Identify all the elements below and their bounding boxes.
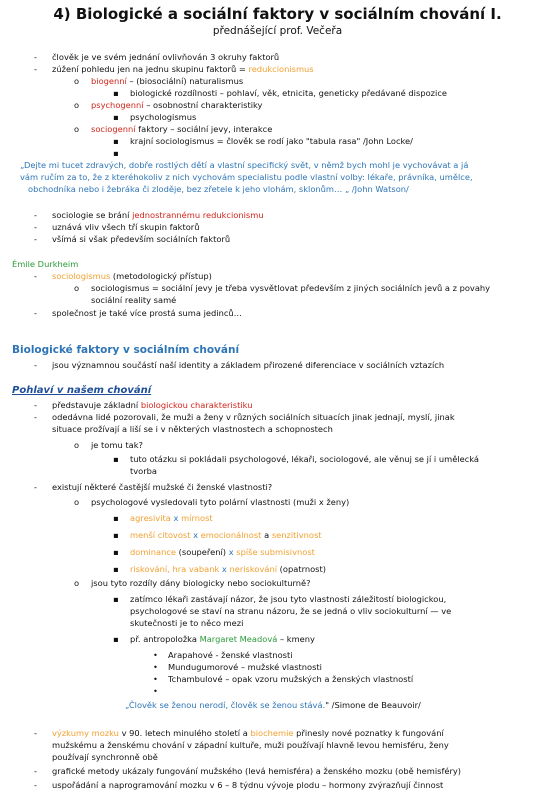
quote-line xyxy=(125,700,421,711)
text-span: představuje základní xyxy=(52,400,141,410)
quote-line: obchodníka nebo i žebráka či zloděje, bez zřetele k jeho vlohám, sklonům… „ /John Watson/ xyxy=(28,184,409,194)
text-line: existují některé častější mužské či ženské vlastnosti? xyxy=(52,482,273,492)
polar-traits-line xyxy=(130,547,315,558)
polar-traits-line xyxy=(130,513,213,524)
keyword: jednostrannému redukcionismu xyxy=(132,210,264,220)
dash-bullet: - xyxy=(34,308,37,318)
page-subtitle: přednášející prof. Večeřa xyxy=(212,25,343,37)
square-bullet: ▪ xyxy=(113,564,119,574)
keyword: redukcionismus xyxy=(248,64,314,74)
trait-male: riskování, hra vabank xyxy=(130,564,220,574)
keyword: biochemie xyxy=(250,728,294,738)
keyword: biogenní xyxy=(91,76,127,86)
circle-bullet: o xyxy=(74,76,80,86)
versus-mark: x xyxy=(193,530,199,540)
dash-bullet: - xyxy=(34,780,37,790)
dash-bullet: - xyxy=(34,210,37,220)
text-line: psychologové se staví na stranu názoru, že se jedná o vliv sociokulturní — ve xyxy=(130,606,452,616)
text-line: odedávna lidé pozorovali, že muži a ženy v různých sociálních situacích jinak jednají, myslí, jinak xyxy=(52,412,455,422)
text-line: Arapahové - ženské vlastnosti xyxy=(168,650,293,660)
square-bullet: ▪ xyxy=(113,136,119,146)
text-line xyxy=(91,124,272,135)
keyword: biologickou charakteristiku xyxy=(140,400,253,410)
text-span: – (biosociální) naturalismus xyxy=(126,76,244,86)
dash-bullet: - xyxy=(34,64,37,74)
page-title: 4) Biologické a sociální faktory v sociálním chování I. xyxy=(53,5,502,23)
versus-mark: x xyxy=(173,513,179,523)
text-line xyxy=(52,728,444,739)
text-line: zatímco lékaři zastávají názor, že jsou tyto vlastnosti záležitostí biologickou, xyxy=(130,594,447,604)
text-span: (soupeření) xyxy=(176,547,229,557)
dash-bullet: - xyxy=(34,766,37,776)
quote-author: " /Simone de Beauvoir/ xyxy=(325,700,421,710)
square-bullet: ▪ xyxy=(113,594,119,604)
circle-bullet: o xyxy=(74,440,80,450)
trait-male: agresivita xyxy=(130,513,171,523)
text-line xyxy=(52,64,314,75)
dash-bullet: - xyxy=(34,728,37,738)
subsection-heading: Pohlaví v našem chování xyxy=(12,385,152,396)
text-line: člověk je ve svém jednání ovlivňován 3 okruhy faktorů xyxy=(52,52,280,62)
circle-bullet: o xyxy=(74,578,80,588)
text-line: biologické rozdílnosti – pohlaví, věk, etnicita, geneticky předávané dispozice xyxy=(130,88,447,98)
text-line xyxy=(52,271,212,282)
circle-bullet: o xyxy=(74,497,80,507)
text-line: sociální reality samé xyxy=(91,295,177,305)
dot-bullet: • xyxy=(153,662,158,672)
dot-bullet: • xyxy=(153,674,158,684)
trait-male: menší citovost xyxy=(130,530,191,540)
text-line: situace prožívají a liší se i v některých vlastnostech a schopnostech xyxy=(52,424,333,434)
keyword: sociologismus xyxy=(52,271,111,281)
person-name: Margaret Meadová xyxy=(199,634,278,644)
trait-female: emocionálnost xyxy=(200,530,262,540)
quote-text: „Člověk se ženou nerodí, člověk se ženou stává. xyxy=(125,700,326,710)
text-line: mužskému a ženskému chování v západní kultuře, muži používají hlavně levou hemisféru, ženy xyxy=(52,740,449,750)
square-bullet: ▪ xyxy=(113,547,119,557)
text-line: Mundugumorové – mužské vlastnosti xyxy=(168,662,322,672)
dash-bullet: - xyxy=(34,271,37,281)
versus-mark: x xyxy=(228,547,234,557)
trait-female: senzitivnost xyxy=(271,530,322,540)
text-span: faktory – sociální jevy, interakce xyxy=(135,124,273,134)
dash-bullet: - xyxy=(34,360,37,370)
text-span: v 90. letech minulého století a xyxy=(118,728,251,738)
text-span: (opatrnost) xyxy=(277,564,326,574)
circle-bullet: o xyxy=(74,124,80,134)
text-line xyxy=(91,100,262,111)
text-line: jsou tyto rozdíly dány biologicky nebo sociokulturně? xyxy=(91,578,311,588)
text-line: je tomu tak? xyxy=(91,440,143,450)
trait-female: spíše submisivnost xyxy=(236,547,315,557)
quote-line: „Dejte mi tucet zdravých, dobře rostlých dětí a vlastní specifický svět, v němž bych mohl je vychovávat a já xyxy=(20,160,469,170)
text-span: – osobnostní charakteristiky xyxy=(143,100,263,110)
square-bullet: ▪ xyxy=(113,88,119,98)
text-span: zúžení pohledu jen na jednu skupinu faktorů = xyxy=(52,64,249,74)
dot-bullet: • xyxy=(153,650,158,660)
text-line: všímá si však především sociálních faktorů xyxy=(52,234,231,244)
keyword: výzkumy mozku xyxy=(52,728,119,738)
person-name: Émile Durkheim xyxy=(12,259,79,269)
square-bullet: ▪ xyxy=(113,454,119,464)
dash-bullet: - xyxy=(34,234,37,244)
square-bullet: ▪ xyxy=(113,513,119,523)
text-line xyxy=(52,210,264,221)
text-line: uznává vliv všech tří skupin faktorů xyxy=(52,222,200,232)
dot-bullet: • xyxy=(153,686,158,696)
text-span: př. antropoložka xyxy=(130,634,200,644)
square-bullet: ▪ xyxy=(113,634,119,644)
square-bullet: ▪ xyxy=(113,530,119,540)
quote-line: vám ručím za to, že z kteréhokoliv z nich vychovám specialistu podle vlastní volby: lékaře, právníka, umělce, xyxy=(20,172,473,182)
text-line: jsou významnou součástí naší identity a základem přirozené diferenciace v sociálních vztazích xyxy=(52,360,445,370)
trait-male: dominance xyxy=(130,547,176,557)
text-line: psychologové vysledovali tyto polární vlastnosti (muži x ženy) xyxy=(91,497,350,507)
text-line: grafické metody ukázaly fungování mužského (levá hemisféra) a ženského mozku (obě hemisféry) xyxy=(52,766,462,776)
text-span: – kmeny xyxy=(277,634,315,644)
dash-bullet: - xyxy=(34,412,37,422)
text-line: tuto otázku si pokládali psychologové, lékaři, sociologové, ale věnuj se jí i umělecká xyxy=(130,454,480,464)
text-line: Tchambulové – opak vzoru mužských a ženských vlastností xyxy=(168,674,414,684)
keyword: sociogenní xyxy=(91,124,136,134)
trait-female: neriskování xyxy=(229,564,278,574)
text-line xyxy=(91,76,243,87)
text-line: psychologismus xyxy=(130,112,197,122)
circle-bullet: o xyxy=(74,283,80,293)
dash-bullet: - xyxy=(34,400,37,410)
text-span: přinesly nové poznatky k fungování xyxy=(293,728,444,738)
conjunction: a xyxy=(264,530,270,540)
dash-bullet: - xyxy=(34,482,37,492)
keyword: psychogenní xyxy=(91,100,144,110)
text-line: uspořádání a naprogramování mozku v 6 – 8 týdnu vývoje plodu – hormony zvýrazňují činnost xyxy=(52,780,444,790)
text-line: používají synchronně obě xyxy=(52,752,158,762)
text-span: sociologie se brání xyxy=(52,210,133,220)
square-bullet: ▪ xyxy=(113,148,119,158)
circle-bullet: o xyxy=(74,100,80,110)
square-bullet: ▪ xyxy=(113,112,119,122)
trait-female: mírnost xyxy=(181,513,213,523)
dash-bullet: - xyxy=(34,222,37,232)
versus-mark: x xyxy=(221,564,227,574)
text-line: krajní sociologismus = člověk se rodí jako "tabula rasa" /John Locke/ xyxy=(130,136,413,146)
text-span: (metodologický přístup) xyxy=(110,271,212,281)
text-line: tvorba xyxy=(130,466,158,476)
text-line: sociologismus = sociální jevy je třeba vysvětlovat především z jiných sociálních jevů a z povahy xyxy=(91,283,491,293)
text-line: společnost je také více prostá suma jedinců… xyxy=(52,308,242,318)
polar-traits-line xyxy=(130,564,326,575)
text-line: skutečnosti je to něco mezi xyxy=(130,618,244,628)
text-line xyxy=(130,634,315,645)
text-line xyxy=(52,400,252,411)
section-heading: Biologické faktory v sociálním chování xyxy=(12,344,240,356)
polar-traits-line xyxy=(130,530,322,541)
dash-bullet: - xyxy=(34,52,37,62)
